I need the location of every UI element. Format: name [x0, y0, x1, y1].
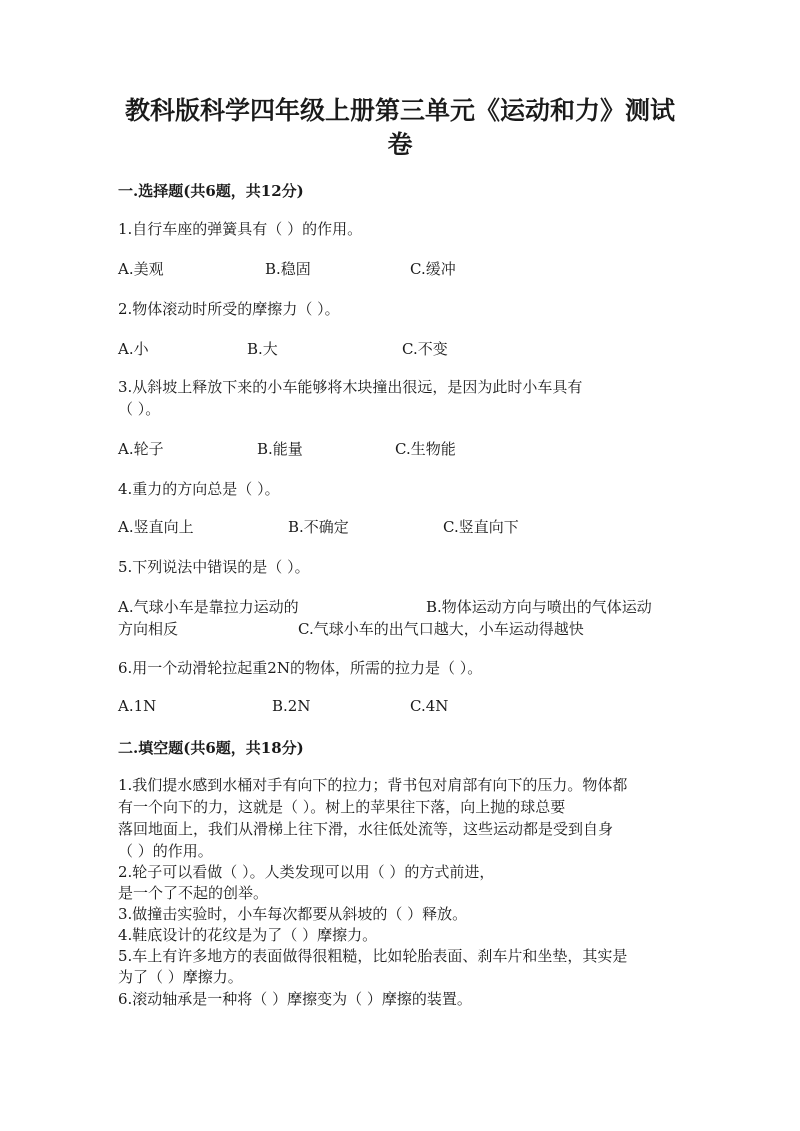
- option: B.不确定: [288, 518, 349, 536]
- fill-line: 有一个向下的力，这就是（ ）。树上的苹果往下落，向上抛的球总要: [118, 798, 566, 816]
- exam-title-line1: 教科版科学四年级上册第三单元《运动和力》测试: [124, 96, 675, 125]
- option: C.缓冲: [410, 260, 456, 278]
- question-stem: 4.重力的方向总是（ ）。: [118, 480, 280, 498]
- option: A.小: [118, 340, 149, 358]
- fill-line: 2.轮子可以看做（ ）。人类发现可以用（ ）的方式前进，: [118, 863, 495, 881]
- option: C.4N: [410, 697, 449, 715]
- option: A.气球小车是靠拉力运动的: [118, 598, 299, 616]
- exam-title-line2: 卷: [387, 130, 413, 159]
- option: C.生物能: [395, 440, 456, 458]
- fill-line: 为了（ ）摩擦力。: [118, 968, 243, 986]
- option: A.美观: [118, 260, 164, 278]
- question-stem: 5.下列说法中错误的是（ ）。: [118, 558, 310, 576]
- option: A.轮子: [118, 440, 164, 458]
- fill-line: 3.做撞击实验时，小车每次都要从斜坡的（ ）释放。: [118, 905, 468, 923]
- option: B.能量: [257, 440, 303, 458]
- fill-line: 5.车上有许多地方的表面做得很粗糙，比如轮胎表面、刹车片和坐垫，其实是: [118, 947, 628, 965]
- fill-line: （ ）的作用。: [118, 842, 213, 860]
- question-stem: 3.从斜坡上释放下来的小车能够将木块撞出很远，是因为此时小车具有: [118, 378, 583, 396]
- option-cont: 方向相反: [118, 620, 179, 638]
- fill-line: 1.我们提水感到水桶对手有向下的拉力；背书包对肩部有向下的压力。物体都: [118, 776, 628, 794]
- section-header-fill: 二.填空题(共6题，共18分): [118, 739, 304, 757]
- option: B.稳固: [265, 260, 311, 278]
- fill-line: 是一个了不起的创举。: [118, 884, 269, 902]
- question-stem: 2.物体滚动时所受的摩擦力（ ）。: [118, 300, 340, 318]
- option: A.1N: [118, 697, 157, 715]
- option: C.竖直向下: [443, 518, 519, 536]
- option: B.2N: [272, 697, 311, 715]
- option: C.不变: [402, 340, 448, 358]
- option: A.竖直向上: [118, 518, 194, 536]
- question-stem-cont: （ ）。: [118, 400, 161, 418]
- option: B.物体运动方向与喷出的气体运动: [426, 598, 652, 616]
- fill-line: 6.滚动轴承是一种将（ ）摩擦变为（ ）摩擦的装置。: [118, 990, 472, 1008]
- option: C.气球小车的出气口越大，小车运动得越快: [298, 620, 584, 638]
- option: B.大: [247, 340, 278, 358]
- question-stem: 1.自行车座的弹簧具有（ ）的作用。: [118, 220, 363, 238]
- fill-line: 4.鞋底设计的花纹是为了（ ）摩擦力。: [118, 926, 378, 944]
- fill-line: 落回地面上，我们从滑梯上往下滑，水往低处流等，这些运动都是受到自身: [118, 820, 614, 838]
- question-stem: 6.用一个动滑轮拉起重2N的物体，所需的拉力是（ ）。: [118, 659, 483, 677]
- section-header-choice: 一.选择题(共6题，共12分): [118, 182, 304, 200]
